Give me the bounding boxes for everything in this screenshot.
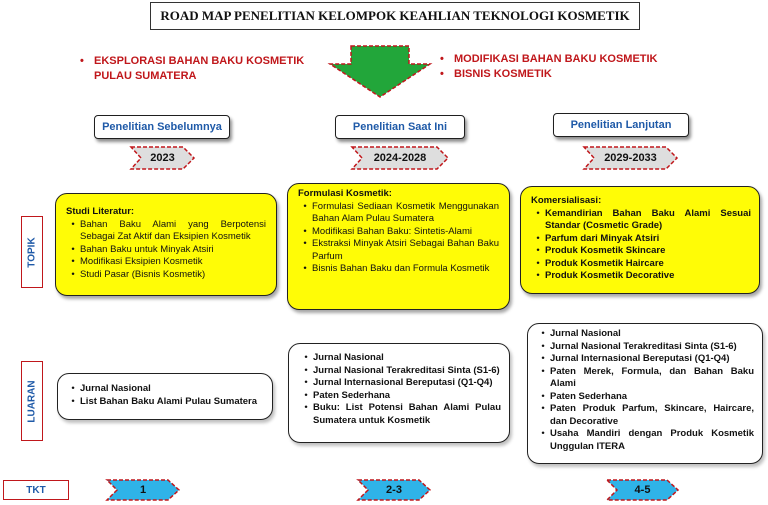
list-item: • Jurnal Nasional Terakreditasi Sinta (S1-6) [541, 340, 737, 352]
roadmap-title: ROAD MAP PENELITIAN KELOMPOK KEAHLIAN TEKNOLOGI KOSMETIK [150, 2, 640, 30]
list-item: • Bisnis Bahan Baku dan Formula Kosmetik [303, 263, 490, 274]
list-item: • Jurnal Internasional Bereputasi (Q1-Q4) [541, 353, 730, 364]
green-down-arrow [330, 46, 430, 97]
list-item: • Jurnal Nasional [71, 383, 151, 394]
right-topic-item: BISNIS KOSMETIK [454, 68, 552, 80]
luaran-box-previous [57, 373, 273, 420]
phase-label-next: Penelitian Lanjutan [553, 113, 689, 137]
phase-label-current: Penelitian Saat Ini [335, 115, 465, 139]
list-item: • Kemandirian Bahan Baku Alami Sesuai Standar (Cosmetic Grade) [536, 207, 751, 231]
bullet: • [440, 68, 444, 80]
topik-heading: Formulasi Kosmetik: [298, 188, 392, 199]
list-item: • Formulasi Sediaan Kosmetik Menggunakan Bahan Alam Pulau Sumatera [303, 200, 499, 224]
list-item: • Buku: List Potensi Bahan Alami Pulau Sumatera untuk Kosmetik [304, 402, 501, 426]
topik-box-previous [55, 193, 277, 296]
list-item: • Paten Merek, Formula, dan Bahan Baku Alami [541, 365, 754, 389]
tkt-value: 2-3 [386, 484, 402, 496]
left-topic-list [80, 54, 310, 84]
tkt-side-label: TKT [3, 480, 69, 500]
list-item: • Jurnal Nasional [304, 352, 384, 363]
luaran-side-label: LUARAN [21, 361, 43, 441]
topik-heading: Studi Literatur: [66, 206, 135, 217]
list-item: • Produk Kosmetik Skincare [536, 245, 666, 256]
list-item: • Modifikasi Bahan Baku: Sintetis-Alami [303, 225, 472, 237]
bullet: • [440, 53, 444, 65]
bullet: • [80, 55, 84, 67]
list-item: • Paten Sederhana [304, 389, 391, 401]
list-item: • Paten Sederhana [541, 390, 628, 402]
list-item: • List Bahan Baku Alami Pulau Sumatera [71, 395, 258, 407]
list-item: • Produk Kosmetik Decorative [536, 270, 675, 281]
luaran-box-next [527, 323, 763, 464]
tkt-value: 4-5 [634, 484, 651, 496]
year-label: 2029-2033 [604, 152, 657, 164]
list-item: • Jurnal Nasional Terakreditasi Sinta (S1-6) [304, 364, 500, 376]
tkt-value: 1 [139, 484, 147, 496]
list-item: • Jurnal Internasional Bereputasi (Q1-Q4) [304, 377, 493, 388]
luaran-box-current [288, 343, 510, 443]
list-item: • Jurnal Nasional [541, 328, 621, 339]
year-label: 2023 [150, 152, 175, 164]
list-item: • Usaha Mandiri dengan Produk Kosmetik Unggulan ITERA [541, 428, 754, 452]
list-item: • Bahan Baku untuk Minyak Atsiri [71, 243, 214, 255]
topik-side-label: TOPIK [21, 216, 43, 288]
topik-box-next [520, 186, 760, 294]
list-item: • Bahan Baku Alami yang Berpotensi Sebagai Zat Aktif dan Eksipien Kosmetik [71, 218, 266, 242]
topik-heading: Komersialisasi: [531, 195, 602, 206]
topik-box-current [287, 183, 510, 310]
phase-label-previous: Penelitian Sebelumnya [94, 115, 230, 139]
right-topic-list [440, 52, 680, 82]
list-item: • Modifikasi Eksipien Kosmetik [71, 256, 203, 267]
list-item: • Produk Kosmetik Haircare [536, 257, 664, 269]
list-item: • Paten Produk Parfum, Skincare, Haircare, dan Decorative [541, 403, 754, 427]
left-topic-item: EKSPLORASI BAHAN BAKU KOSMETIK PULAU SUMATERA [94, 55, 305, 82]
list-item: • Ekstraksi Minyak Atsiri Sebagai Bahan Baku Parfum [303, 238, 499, 262]
right-topic-item: MODIFIKASI BAHAN BAKU KOSMETIK [454, 53, 658, 65]
list-item: • Studi Pasar (Bisnis Kosmetik) [71, 268, 206, 280]
list-item: • Parfum dari Minyak Atsiri [536, 232, 660, 244]
year-label: 2024-2028 [373, 152, 427, 164]
